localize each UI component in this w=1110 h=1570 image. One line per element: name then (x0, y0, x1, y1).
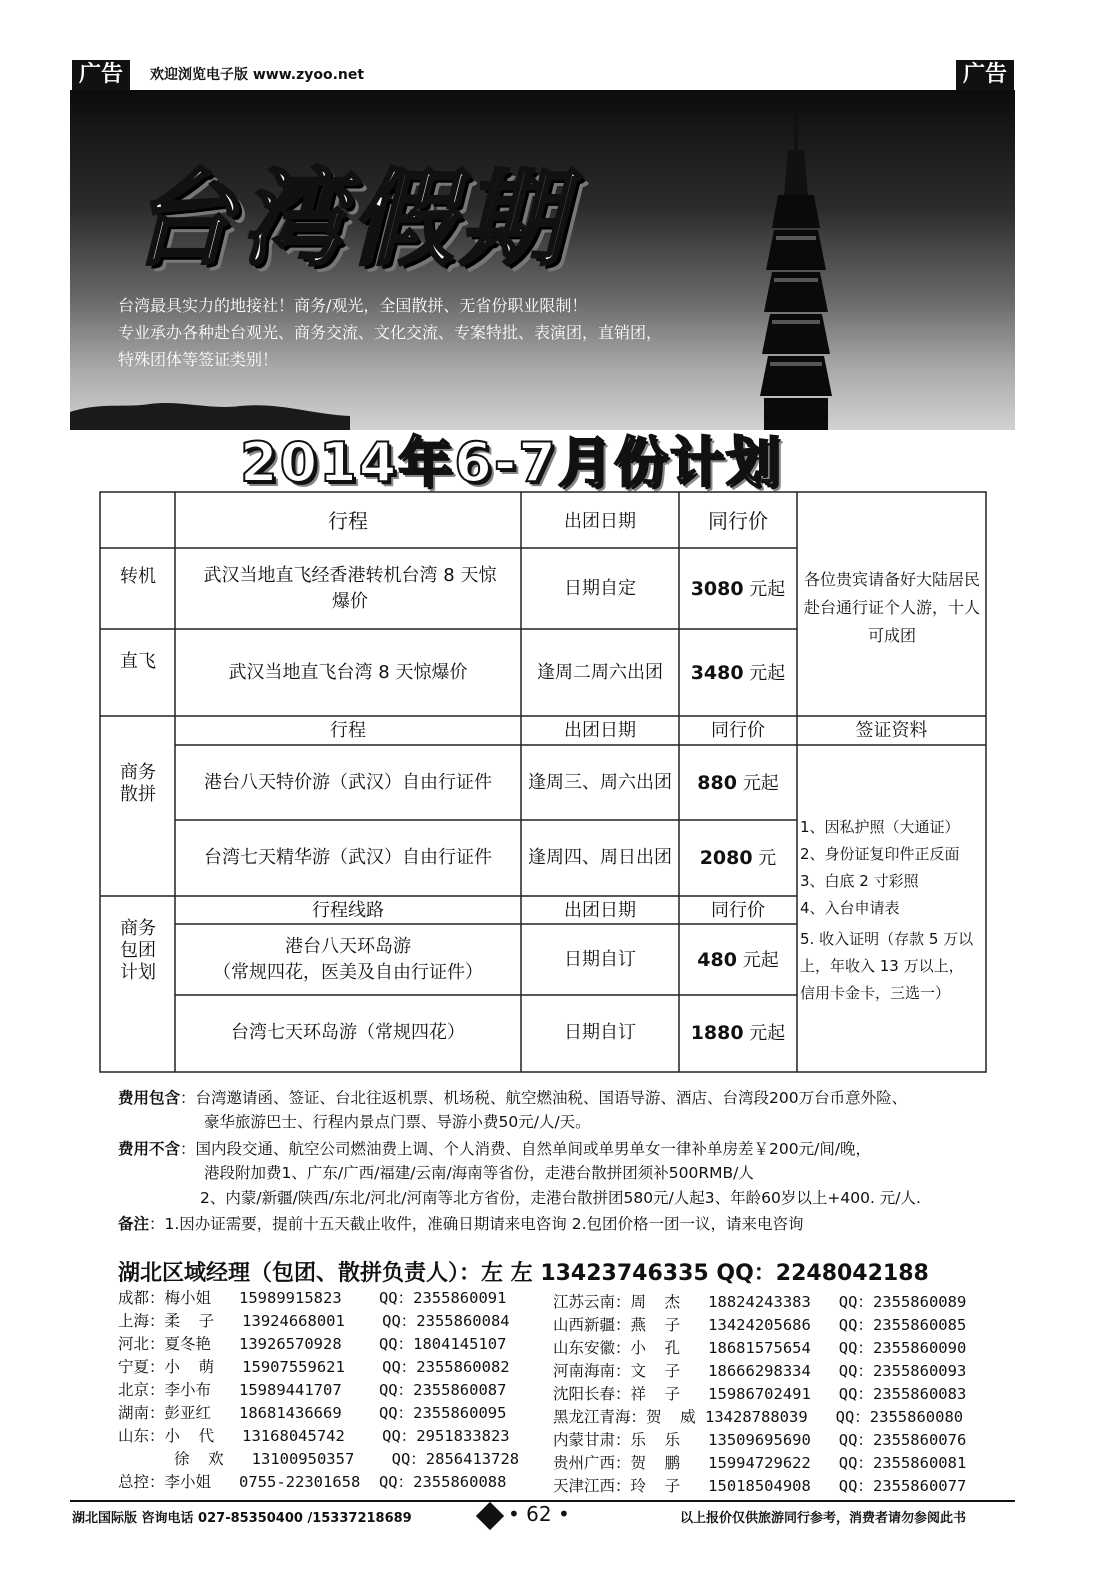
contact-row: 内蒙甘肃：乐 乐 13509695690 QQ：2355860076 (553, 1431, 967, 1449)
business-date-header: 出团日期 (564, 720, 636, 741)
group-price-header: 同行价 (711, 900, 765, 921)
transfer-itinerary: 武汉当地直飞经香港转机台湾 8 天惊爆价 (203, 565, 497, 612)
visa-item: 上，年收入 13 万以上， (800, 957, 964, 975)
col-date-header: 出团日期 (564, 511, 636, 532)
business-row-1-itinerary: 港台八天特价游（武汉）自由行证件 (204, 772, 492, 793)
group-row-1-date: 日期自订 (564, 949, 636, 970)
visa-item: 信用卡金卡，三选一） (800, 984, 951, 1002)
contact-row: 天津江西：玲 子 15018504908 QQ：2355860077 (553, 1477, 967, 1495)
contact-row: 总控：李小姐 0755-22301658 QQ：2355860088 (118, 1473, 507, 1491)
group-row-1-itinerary-detail: （常规四花，医美及自由行证件） (213, 962, 483, 983)
plan-title: 2014年6-7月份计划 (240, 431, 782, 494)
visa-item: 2、身份证复印件正反面 (800, 845, 960, 863)
business-price-header: 同行价 (711, 720, 765, 741)
hero-line-3: 特殊团体等签证类别！ (118, 350, 279, 369)
group-date-header: 出团日期 (564, 900, 636, 921)
page-number: • 62 • (508, 1502, 570, 1526)
business-itinerary-header: 行程 (330, 720, 366, 741)
category-business: 商务散拼 (120, 762, 156, 805)
contact-row: 徐 欢 13100950357 QQ：2856413728 (118, 1450, 520, 1468)
group-row-2-price: 1880 元起 (690, 1022, 786, 1044)
visa-item: 5. 收入证明（存款 5 万以 (800, 930, 974, 948)
contact-row: 黑龙江青海：贺 威 13428788039 QQ：2355860080 (553, 1408, 964, 1426)
business-row-1-date: 逢周三、周六出团 (528, 772, 672, 793)
group-row-2-date: 日期自订 (564, 1022, 636, 1043)
visa-item: 3、白底 2 寸彩照 (800, 872, 919, 890)
contact-row: 上海：柔 子 13924668001 QQ：2355860084 (118, 1312, 510, 1330)
fee-excluded-line-3: 2、内蒙/新疆/陕西/东北/河北/河南等北方省份，走港台散拼团580元/人起3、年龄60岁以上+400. 元/人. (200, 1189, 921, 1207)
group-itinerary-header: 行程线路 (312, 900, 384, 921)
side-note: 各位贵宾请备好大陆居民赴台通行证个人游，十人可成团 (803, 570, 980, 645)
contact-row: 河北：夏冬艳 13926570928 QQ：1804145107 (118, 1335, 507, 1353)
col-price-header: 同行价 (708, 509, 768, 533)
business-row-2-price: 2080 元 (699, 847, 777, 869)
fee-included: 费用包含：台湾邀请函、签证、台北往返机票、机场税、航空燃油税、国语导游、酒店、台湾段200万台币意外险、 (118, 1089, 908, 1107)
group-row-1-price: 480 元起 (697, 949, 779, 971)
contact-row: 成都：梅小姐 15989915823 QQ：2355860091 (118, 1289, 507, 1307)
fee-included-line-2: 豪华旅游巴士、行程内景点门票、导游小费50元/人/天。 (204, 1113, 591, 1131)
business-row-2-date: 逢周四、周日出团 (528, 847, 672, 868)
category-transfer: 转机 (120, 566, 156, 587)
visa-item: 1、因私护照（大通证） (800, 818, 960, 836)
direct-price: 3480 元起 (690, 662, 786, 684)
direct-date: 逢周二周六出团 (537, 662, 663, 683)
regional-manager: 湖北区域经理（包团、散拼负责人）：左 左 13423746335 QQ：2248042188 (118, 1261, 929, 1286)
contact-row: 江苏云南：周 杰 18824243383 QQ：2355860089 (553, 1293, 967, 1311)
visa-header: 签证资料 (855, 720, 928, 741)
contact-row: 沈阳长春：祥 子 15986702491 QQ：2355860083 (553, 1385, 967, 1403)
fee-excluded: 费用不含：国内段交通、航空公司燃油费上调、个人消费、自然单间或单男单女一律补单房差￥200元/间/晚， (118, 1140, 872, 1158)
col-itinerary-header: 行程 (328, 509, 368, 533)
footer-disclaimer: 以上报价仅供旅游同行参考，消费者请勿参阅此书 (680, 1511, 967, 1526)
ad-tag-right: 广告 (956, 60, 1014, 90)
hero-line-1: 台湾最具实力的地接社！商务/观光，全国散拼、无省份职业限制！ (118, 296, 588, 315)
hero-line-2: 专业承办各种赴台观光、商务交流、文化交流、专案特批、表演团，直销团， (118, 323, 663, 342)
business-row-2-itinerary: 台湾七天精华游（武汉）自由行证件 (204, 847, 492, 868)
ad-tag-left: 广告 (72, 60, 130, 90)
hero-title: 台湾假期 (130, 158, 571, 280)
contact-row: 山西新疆：燕 子 13424205686 QQ：2355860085 (553, 1316, 967, 1334)
publisher-logo-icon (476, 1502, 504, 1530)
welcome-text: 欢迎浏览电子版 www.zyoo.net (150, 67, 365, 83)
group-row-1-itinerary: 港台八天环岛游 (285, 936, 411, 957)
contact-row: 北京：李小布 15989441707 QQ：2355860087 (118, 1381, 507, 1399)
contact-row: 湖南：彭亚红 18681436669 QQ：2355860095 (118, 1404, 507, 1422)
contact-row: 河南海南：文 子 18666298334 QQ：2355860093 (553, 1362, 967, 1380)
contact-row: 山东安徽：小 孔 18681575654 QQ：2355860090 (553, 1339, 967, 1357)
group-row-2-itinerary: 台湾七天环岛游（常规四花） (231, 1022, 465, 1043)
transfer-price: 3080 元起 (690, 578, 786, 600)
transfer-date: 日期自定 (564, 578, 636, 599)
remark: 备注：1.因办证需要，提前十五天截止收件，准确日期请来电咨询 2.包团价格一团一议，请来电咨询 (118, 1215, 804, 1233)
footer-contact: 湖北国际版 咨询电话 027-85350400 /15337218689 (72, 1511, 412, 1526)
visa-item: 4、入台申请表 (800, 899, 900, 917)
fee-excluded-line-2: 港段附加费1、广东/广西/福建/云南/海南等省份，走港台散拼团须补500RMB/人 (204, 1164, 754, 1182)
contact-row: 贵州广西：贺 鹏 15994729622 QQ：2355860081 (553, 1454, 967, 1472)
business-row-1-price: 880 元起 (697, 772, 779, 794)
contact-row: 宁夏：小 萌 15907559621 QQ：2355860082 (118, 1358, 510, 1376)
category-direct: 直飞 (120, 651, 156, 672)
contact-row: 山东：小 代 13168045742 QQ：2951833823 (118, 1427, 510, 1445)
category-group: 商务包团计划 (120, 918, 156, 983)
direct-itinerary: 武汉当地直飞台湾 8 天惊爆价 (228, 662, 468, 683)
